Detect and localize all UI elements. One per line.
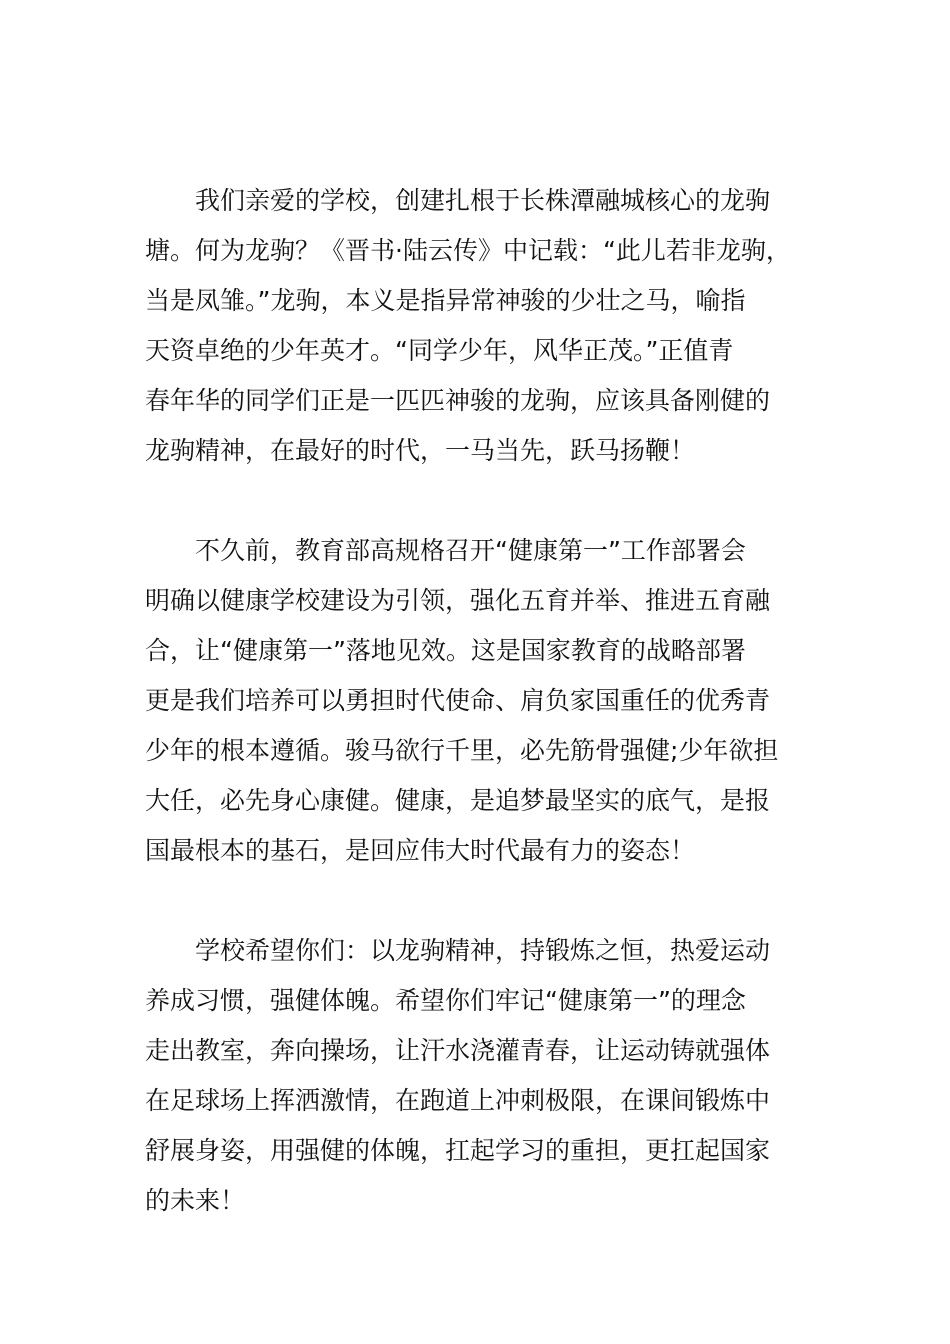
paragraph-line: 合，让“健康第一”落地见效。这是国家教育的战略部署 bbox=[145, 636, 746, 665]
paragraph-spacer bbox=[145, 876, 810, 926]
paragraph-line: 学校希望你们：以龙驹精神，持锻炼之恒，热爱运动 bbox=[195, 936, 771, 965]
paragraph-spacer bbox=[145, 476, 810, 526]
paragraph-line: 明确以健康学校建设为引领，强化五育并举、推进五育融 bbox=[145, 586, 771, 615]
paragraph-line: 更是我们培养可以勇担时代使命、肩负家国重任的优秀青 bbox=[145, 686, 771, 715]
paragraph-line: 大任，必先身心康健。健康，是追梦最坚实的底气，是报 bbox=[145, 786, 771, 815]
paragraph-line: 养成习惯，强健体魄。希望你们牢记“健康第一”的理念 bbox=[145, 986, 746, 1015]
paragraph-line: 国最根本的基石，是回应伟大时代最有力的姿态！ bbox=[145, 836, 696, 865]
paragraph-line: 在足球场上挥洒激情，在跑道上冲刺极限，在课间锻炼中 bbox=[145, 1086, 771, 1115]
paragraph-line: 塘。何为龙驹？《晋书·陆云传》中记载：“此儿若非龙驹， bbox=[145, 236, 791, 265]
paragraph-1 bbox=[145, 176, 810, 476]
paragraph-2 bbox=[145, 526, 810, 876]
paragraph-line: 龙驹精神，在最好的时代，一马当先，跃马扬鞭！ bbox=[145, 436, 696, 465]
document-body bbox=[145, 176, 810, 1226]
paragraph-line: 天资卓绝的少年英才。“同学少年，风华正茂。”正值青 bbox=[145, 336, 734, 365]
paragraph-line: 舒展身姿，用强健的体魄，扛起学习的重担，更扛起国家 bbox=[145, 1136, 771, 1165]
paragraph-line: 少年的根本遵循。骏马欲行千里，必先筋骨强健;少年欲担 bbox=[145, 736, 779, 765]
paragraph-line: 我们亲爱的学校，创建扎根于长株潭融城核心的龙驹 bbox=[195, 186, 771, 215]
paragraph-line: 的未来！ bbox=[145, 1186, 246, 1215]
paragraph-line: 不久前，教育部高规格召开“健康第一”工作部署会 bbox=[195, 536, 746, 565]
paragraph-line: 走出教室，奔向操场，让汗水浇灌青春，让运动铸就强体 bbox=[145, 1036, 771, 1065]
paragraph-line: 当是凤雏。”龙驹，本义是指异常神骏的少壮之马，喻指 bbox=[145, 286, 746, 315]
paragraph-3 bbox=[145, 926, 810, 1226]
paragraph-line: 春年华的同学们正是一匹匹神骏的龙驹，应该具备刚健的 bbox=[145, 386, 771, 415]
